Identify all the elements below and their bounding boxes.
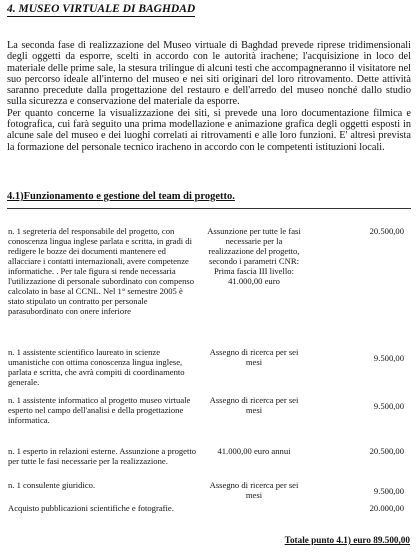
row-amount: 20.500,00 — [369, 446, 404, 456]
row-description: Acquisto pubblicazioni scientifiche e fotografie. — [8, 503, 174, 513]
row-description: n. 1 esperto in relazioni esterne. Assunzione a progetto per tutte le fasi necessarie per la realizzazione. — [8, 446, 197, 466]
row-amount: 9.500,00 — [373, 353, 404, 363]
row-description: n. 1 assistente informatico al progetto museo virtuale esperto nel campo dell'analisi e della progettazione informatica. — [8, 395, 191, 425]
row-note: Assegno di ricerca per sei mesi — [209, 480, 299, 500]
row-description: n. 1 segreteria del responsabile del progetto, con conoscenza lingua inglese parlata e scritta, in gradi di redigere le bozze dei documenti mantenere ed allacciare i contatti internazionali, avere competenze informatiche. . Per tale figura si rende necessaria l'utilizzazione di personale subordinato con compenso calcolato in base al CCNL. Nel 1° semestre 2005 è stato stipulato un contratto per personale parasubordinato con onere inferiore — [8, 226, 195, 316]
row-note: 41.000,00 euro annui — [217, 446, 291, 456]
row-note: Assegno di ricerca per sei mesi — [209, 395, 299, 415]
table-divider — [7, 208, 411, 209]
row-amount: 20.500,00 — [369, 226, 404, 236]
row-amount: 9.500,00 — [373, 486, 404, 496]
intro-paragraph-2: Per quanto concerne la visualizzazione dei siti, si prevede una loro documentazione filmica e fotografica, cui farà seguito una prima modellazione e animazione grafica degli oggetti esposti in alcune sale del museo e dei luoghi correlati ai ritrovamenti e alle loro funzioni. E' altresì prevista la formazione del personale tecnico iracheno in accordo con le competenti istituzioni locali. — [7, 107, 411, 153]
row-amount: 20.000,00 — [369, 503, 404, 513]
section-heading: 4. MUSEO VIRTUALE DI BAGHDAD — [7, 3, 196, 15]
row-note: Assegno di ricerca per sei mesi — [209, 347, 299, 367]
subsection-title: 4.1)Funzionamento e gestione del team di progetto. — [7, 191, 235, 202]
row-description: n. 1 assistente scientifico laureato in scienze umanistiche con ottima conoscenza lingua inglese, parlata e scritta, che avrà compiti di coordinamento generale. — [8, 347, 185, 387]
intro-text — [7, 40, 411, 153]
row-note: Assunzione per tutte le fasi necessarie per la realizzazione del progetto, secondo i parametri CNR: Prima fascia III livello: 41.000,00 euro — [207, 226, 301, 286]
intro-paragraph-1: La seconda fase di realizzazione del Museo virtuale di Baghdad prevede riprese tridimensionali degli oggetti da esporre, scelti in accordo con le autorità irachene; l'acquisizione in loco del materiale delle prime sale, la stesura trilingue di alcuni testi che accompagneranno il visitatore nel suo percorso ideale all'interno del museo e nei siti originari del loro ritrovamento. Dette attività saranno precedute dalla progettazione del restauro e dell'arredo del museo nonché dallo studio sulla sicurezza e conservazione del materiale da esporre. — [7, 40, 411, 108]
section-total: Totale punto 4.1) euro 89.500,00 — [284, 535, 410, 545]
row-description: n. 1 consulente giuridico. — [8, 480, 96, 490]
row-amount: 9.500,00 — [373, 401, 404, 411]
